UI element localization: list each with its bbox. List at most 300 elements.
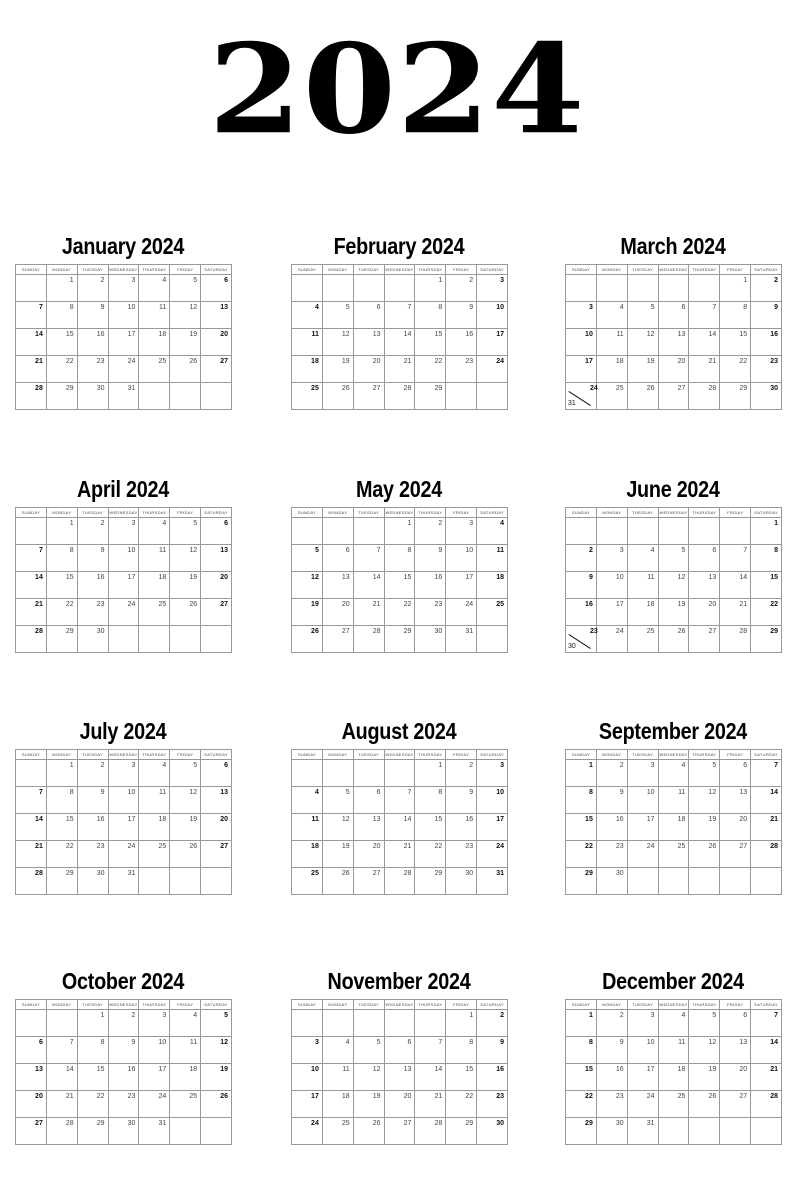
day-cell (292, 275, 323, 302)
day-number: 13 (708, 574, 717, 581)
day-cell (597, 329, 628, 356)
day-number: 7 (438, 1039, 443, 1046)
weekday-header: FRIDAY (170, 508, 201, 518)
day-cell (323, 545, 354, 572)
day-number: 24 (496, 843, 504, 850)
day-number: 12 (372, 1066, 381, 1073)
month-grid (565, 507, 782, 653)
day-number: 20 (220, 574, 228, 581)
day-number: 7 (743, 547, 748, 554)
weekday-header: MONDAY (597, 265, 628, 275)
day-number: 17 (496, 816, 504, 823)
day-number: 25 (677, 843, 686, 850)
day-cell (659, 841, 690, 868)
day-number: 22 (65, 843, 74, 850)
day-cell (385, 572, 416, 599)
day-cell (659, 275, 690, 302)
day-cell (628, 1118, 659, 1145)
day-cell (323, 572, 354, 599)
day-cell (292, 599, 323, 626)
day-number: 11 (647, 574, 655, 581)
day-cell (446, 1037, 477, 1064)
day-number: 25 (646, 628, 655, 635)
day-number: 29 (585, 870, 593, 877)
day-number: 28 (770, 843, 778, 850)
weekday-header: WEDNESDAY (385, 265, 416, 275)
day-number: 19 (189, 816, 198, 823)
day-number: 31 (465, 628, 474, 635)
day-number: 17 (127, 574, 136, 581)
day-number: 7 (38, 789, 43, 796)
day-cell (477, 841, 508, 868)
day-cell (751, 545, 782, 572)
month-title: June 2024 (626, 476, 720, 502)
day-number: 27 (220, 601, 228, 608)
day-number: 24 (158, 1093, 167, 1100)
month-grid (291, 749, 508, 895)
day-number: 14 (35, 331, 43, 338)
day-cell (78, 545, 109, 572)
day-number: 26 (341, 870, 350, 877)
day-number: 18 (311, 843, 319, 850)
day-number: 5 (345, 304, 350, 311)
day-number: 9 (469, 304, 474, 311)
day-number: 11 (159, 547, 167, 554)
day-number: 27 (35, 1120, 43, 1127)
day-number: 6 (224, 520, 228, 527)
weekday-header: SUNDAY (292, 508, 323, 518)
day-cell (751, 1010, 782, 1037)
day-cell (139, 383, 170, 410)
day-number: 2 (100, 520, 105, 527)
day-number: 29 (434, 385, 443, 392)
day-cell (47, 572, 78, 599)
day-cell (446, 814, 477, 841)
day-cell (292, 518, 323, 545)
month-title: March 2024 (620, 233, 726, 259)
day-number: 10 (127, 547, 136, 554)
day-number: 5 (193, 762, 198, 769)
weekday-header: SATURDAY (201, 265, 232, 275)
month-title: November 2024 (327, 968, 471, 994)
day-number: 15 (403, 574, 412, 581)
day-cell (109, 760, 140, 787)
day-number: 14 (739, 574, 748, 581)
day-number: 27 (739, 1093, 748, 1100)
day-number: 15 (65, 816, 74, 823)
day-cell (16, 1010, 47, 1037)
day-number: 1 (743, 277, 748, 284)
day-number: 1 (438, 277, 443, 284)
day-cell (201, 1091, 232, 1118)
day-cell (689, 1037, 720, 1064)
day-number: 18 (341, 1093, 350, 1100)
day-cell (751, 868, 782, 895)
day-cell (751, 572, 782, 599)
day-number: 30 (615, 870, 624, 877)
day-number: 4 (681, 762, 686, 769)
weekday-header: MONDAY (323, 265, 354, 275)
day-cell (354, 841, 385, 868)
day-number: 3 (131, 277, 136, 284)
day-cell (385, 545, 416, 572)
day-cell (659, 1064, 690, 1091)
day-cell (628, 518, 659, 545)
day-number: 2 (588, 547, 593, 554)
day-number: 27 (372, 870, 381, 877)
day-cell (47, 814, 78, 841)
day-number: 8 (69, 304, 74, 311)
day-cell (201, 1037, 232, 1064)
day-cell (751, 356, 782, 383)
day-number: 21 (372, 601, 381, 608)
day-number: 9 (131, 1039, 136, 1046)
day-cell (566, 572, 597, 599)
day-number: 6 (407, 1039, 412, 1046)
day-cell (16, 626, 47, 653)
day-cell (689, 1064, 720, 1091)
weekday-header: FRIDAY (446, 1000, 477, 1010)
month-calendar (565, 717, 781, 895)
weekday-header: MONDAY (597, 1000, 628, 1010)
day-number: 8 (69, 789, 74, 796)
day-cell (628, 1037, 659, 1064)
month-title: July 2024 (79, 718, 167, 744)
day-number: 6 (345, 547, 350, 554)
day-number: 1 (588, 1012, 593, 1019)
day-number: 16 (465, 816, 474, 823)
day-number: 20 (35, 1093, 43, 1100)
day-number: 3 (588, 304, 593, 311)
month-calendar (565, 475, 781, 653)
day-cell (415, 760, 446, 787)
day-cell (323, 626, 354, 653)
day-cell (47, 599, 78, 626)
day-number: 4 (314, 304, 319, 311)
day-cell (323, 1010, 354, 1037)
day-cell (78, 868, 109, 895)
day-cell (170, 1091, 201, 1118)
day-number: 29 (96, 1120, 105, 1127)
day-number: 21 (35, 358, 43, 365)
day-number: 8 (69, 547, 74, 554)
day-cell (292, 545, 323, 572)
day-number: 1 (588, 762, 593, 769)
day-number: 21 (708, 358, 717, 365)
day-cell (170, 599, 201, 626)
day-number: 28 (403, 385, 412, 392)
day-cell (354, 545, 385, 572)
day-cell (292, 1010, 323, 1037)
day-cell (170, 814, 201, 841)
day-cell (323, 787, 354, 814)
weekday-header: TUESDAY (78, 265, 109, 275)
day-cell (385, 626, 416, 653)
day-cell (566, 1037, 597, 1064)
day-cell (201, 1010, 232, 1037)
weekday-header: SATURDAY (751, 508, 782, 518)
day-number: 3 (314, 1039, 319, 1046)
day-cell (566, 814, 597, 841)
day-cell (689, 787, 720, 814)
day-cell (201, 626, 232, 653)
day-cell (446, 1064, 477, 1091)
day-cell (385, 356, 416, 383)
day-number: 2 (438, 520, 443, 527)
day-cell (139, 302, 170, 329)
day-cell (354, 275, 385, 302)
day-number: 26 (189, 358, 198, 365)
day-number: 29 (65, 870, 74, 877)
day-number: 22 (434, 358, 443, 365)
day-number: 13 (220, 547, 228, 554)
day-number: 13 (739, 789, 748, 796)
day-number: 3 (131, 762, 136, 769)
day-cell (720, 1064, 751, 1091)
day-cell (720, 1037, 751, 1064)
day-number: 23 (96, 358, 105, 365)
day-number: 30 (770, 385, 778, 392)
day-cell (47, 302, 78, 329)
day-cell (415, 1037, 446, 1064)
day-number: 25 (311, 385, 319, 392)
day-number: 15 (96, 1066, 105, 1073)
day-cell (109, 1064, 140, 1091)
day-number: 5 (650, 304, 655, 311)
day-cell (628, 1010, 659, 1037)
day-number: 14 (403, 331, 412, 338)
day-cell (139, 275, 170, 302)
day-cell (720, 599, 751, 626)
weekday-header: THURSDAY (415, 265, 446, 275)
month-title: February 2024 (333, 233, 465, 259)
day-number: 28 (35, 870, 43, 877)
day-number: 11 (159, 789, 167, 796)
weekday-header: WEDNESDAY (659, 1000, 690, 1010)
day-number: 16 (127, 1066, 136, 1073)
day-cell (139, 1118, 170, 1145)
day-cell (139, 626, 170, 653)
day-number: 6 (681, 304, 686, 311)
day-cell (16, 275, 47, 302)
day-cell (597, 787, 628, 814)
day-cell (446, 275, 477, 302)
day-number: 11 (678, 1039, 686, 1046)
month-grid (565, 999, 782, 1145)
day-number: 9 (588, 574, 593, 581)
day-cell (659, 814, 690, 841)
day-cell (751, 1091, 782, 1118)
day-cell (139, 1010, 170, 1037)
day-cell (139, 760, 170, 787)
day-cell (201, 545, 232, 572)
day-number: 6 (743, 1012, 748, 1019)
day-cell (597, 760, 628, 787)
day-cell (720, 302, 751, 329)
weekday-header: TUESDAY (354, 265, 385, 275)
day-cell (16, 356, 47, 383)
day-number: 24 (465, 601, 474, 608)
day-number: 30 (96, 628, 105, 635)
day-number: 11 (616, 331, 624, 338)
day-cell (597, 1091, 628, 1118)
day-number: 22 (465, 1093, 474, 1100)
day-cell (751, 329, 782, 356)
day-cell (323, 329, 354, 356)
day-cell (415, 626, 446, 653)
day-cell (477, 760, 508, 787)
day-cell (292, 787, 323, 814)
day-number: 19 (311, 601, 319, 608)
day-number: 5 (193, 277, 198, 284)
weekday-header: TUESDAY (628, 265, 659, 275)
day-cell (597, 275, 628, 302)
day-number: 19 (708, 1066, 717, 1073)
day-number: 17 (127, 816, 136, 823)
day-cell (170, 1118, 201, 1145)
day-number: 3 (131, 520, 136, 527)
day-cell (566, 841, 597, 868)
month-calendar (291, 967, 507, 1145)
day-cell (201, 383, 232, 410)
day-cell (751, 787, 782, 814)
day-number: 13 (677, 331, 686, 338)
weekday-header: SUNDAY (16, 265, 47, 275)
day-number: 16 (496, 1066, 504, 1073)
day-cell (109, 518, 140, 545)
day-number: 14 (770, 789, 778, 796)
day-number: 9 (100, 547, 105, 554)
day-cell (628, 787, 659, 814)
month-title: May 2024 (356, 476, 442, 502)
day-cell (109, 1037, 140, 1064)
day-cell (446, 383, 477, 410)
day-number: 22 (96, 1093, 105, 1100)
day-number: 23 (770, 358, 778, 365)
day-cell (109, 302, 140, 329)
day-number: 7 (407, 789, 412, 796)
day-cell (597, 1064, 628, 1091)
day-number: 22 (739, 358, 748, 365)
day-number: 23 (465, 358, 474, 365)
day-cell (47, 545, 78, 572)
day-number: 16 (770, 331, 778, 338)
weekday-header: SATURDAY (201, 1000, 232, 1010)
day-number: 25 (311, 870, 319, 877)
day-cell (109, 626, 140, 653)
weekday-header: TUESDAY (354, 1000, 385, 1010)
weekday-header: MONDAY (47, 508, 78, 518)
day-number: 3 (500, 762, 504, 769)
day-cell (566, 868, 597, 895)
day-number: 29 (65, 385, 74, 392)
day-number: 12 (708, 1039, 717, 1046)
day-cell (628, 545, 659, 572)
day-cell (323, 1091, 354, 1118)
day-cell (201, 572, 232, 599)
day-cell (689, 868, 720, 895)
day-cell (597, 814, 628, 841)
weekday-header: MONDAY (47, 265, 78, 275)
weekday-header: TUESDAY (628, 1000, 659, 1010)
day-number: 20 (739, 1066, 748, 1073)
day-cell (477, 383, 508, 410)
weekday-header: SUNDAY (566, 1000, 597, 1010)
day-cell (566, 1010, 597, 1037)
month-title: September 2024 (598, 718, 748, 744)
day-number: 10 (615, 574, 624, 581)
day-number: 3 (469, 520, 474, 527)
day-number: 4 (619, 304, 624, 311)
day-cell (292, 1091, 323, 1118)
day-number: 16 (96, 816, 105, 823)
day-cell (78, 1064, 109, 1091)
day-cell (47, 787, 78, 814)
day-number: 12 (708, 789, 717, 796)
day-cell (78, 841, 109, 868)
day-cell (659, 1091, 690, 1118)
day-cell (16, 1091, 47, 1118)
day-cell (415, 814, 446, 841)
day-number: 26 (311, 628, 319, 635)
day-cell (446, 302, 477, 329)
day-number: 29 (403, 628, 412, 635)
day-cell (16, 329, 47, 356)
day-cell (628, 275, 659, 302)
day-cell (323, 356, 354, 383)
day-number: 8 (743, 304, 748, 311)
day-number: 28 (35, 628, 43, 635)
day-cell (446, 599, 477, 626)
day-number: 3 (500, 277, 504, 284)
day-number: 2 (619, 1012, 624, 1019)
day-cell (170, 787, 201, 814)
day-cell (170, 626, 201, 653)
day-cell (689, 572, 720, 599)
day-number: 4 (345, 1039, 350, 1046)
day-number: 30 (127, 1120, 136, 1127)
day-number: 24 (127, 358, 136, 365)
day-cell (415, 1091, 446, 1118)
month-title: October 2024 (61, 968, 185, 994)
day-cell (385, 868, 416, 895)
day-cell (292, 302, 323, 329)
day-cell (16, 868, 47, 895)
day-cell (689, 814, 720, 841)
day-number: 22 (65, 358, 74, 365)
weekday-header: WEDNESDAY (385, 750, 416, 760)
day-cell (751, 275, 782, 302)
day-cell (109, 545, 140, 572)
day-number: 11 (189, 1039, 198, 1046)
year-title: 2024 (208, 16, 586, 162)
day-cell (566, 302, 597, 329)
day-cell (201, 868, 232, 895)
day-number: 17 (127, 331, 136, 338)
day-cell (78, 383, 109, 410)
day-cell (566, 518, 597, 545)
day-cell (385, 1037, 416, 1064)
month-grid (565, 749, 782, 895)
day-cell (477, 814, 508, 841)
weekday-header: THURSDAY (139, 1000, 170, 1010)
day-number: 5 (193, 520, 198, 527)
weekday-header: MONDAY (323, 750, 354, 760)
weekday-header: SUNDAY (292, 1000, 323, 1010)
weekday-header: THURSDAY (415, 508, 446, 518)
month-calendar (15, 232, 231, 410)
month-calendar (291, 475, 507, 653)
